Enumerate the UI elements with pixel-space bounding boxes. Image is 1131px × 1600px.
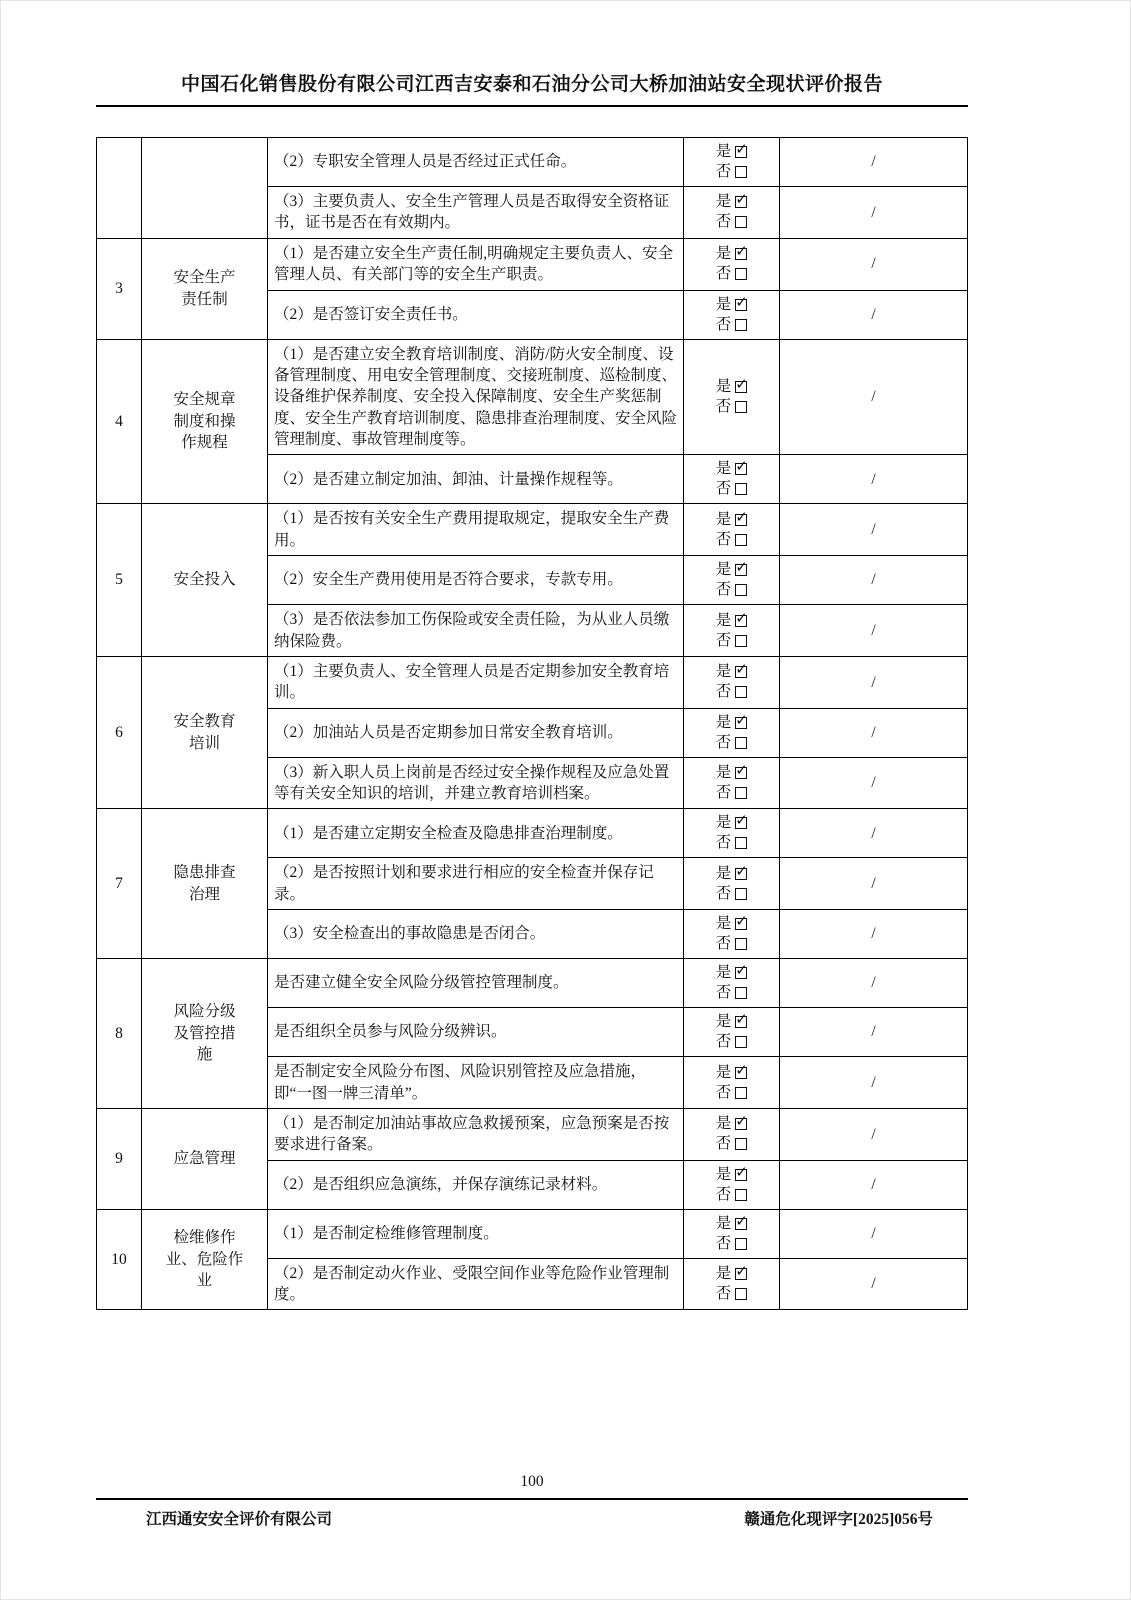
no-option — [690, 631, 773, 651]
yes-no-cell — [684, 809, 780, 858]
category-cell: 安全教育 培训 — [142, 656, 268, 809]
category-cell: 安全生产 责任制 — [142, 238, 268, 339]
no-checkbox[interactable] — [735, 1036, 747, 1048]
category-cell: 安全规章 制度和操 作规程 — [142, 339, 268, 504]
category-cell: 风险分级 及管控措 施 — [142, 959, 268, 1109]
check-item-cell: （1）是否制定检维修管理制度。 — [268, 1209, 684, 1258]
no-checkbox[interactable] — [735, 216, 747, 228]
yes-no-cell — [684, 858, 780, 910]
row-number-cell: 6 — [97, 656, 142, 809]
yes-no-cell — [684, 1008, 780, 1057]
no-checkbox[interactable] — [735, 787, 747, 799]
table-row — [97, 504, 968, 556]
row-number-cell: 8 — [97, 959, 142, 1109]
yes-label: 是 — [715, 663, 732, 681]
result-cell: / — [780, 1258, 968, 1310]
result-cell: / — [780, 1108, 968, 1160]
yes-label: 是 — [715, 460, 732, 478]
table-row — [97, 809, 968, 858]
no-checkbox[interactable] — [735, 401, 747, 413]
yes-label: 是 — [715, 1165, 732, 1183]
yes-label: 是 — [715, 1265, 732, 1283]
no-label: 否 — [715, 530, 732, 548]
no-label: 否 — [715, 631, 732, 649]
yes-checkbox[interactable] — [735, 666, 747, 678]
yes-option — [690, 1214, 773, 1234]
yes-label: 是 — [715, 510, 732, 528]
table-row — [97, 238, 968, 290]
check-item-cell: （2）是否按照计划和要求进行相应的安全检查并保存记录。 — [268, 858, 684, 910]
yes-no-cell — [684, 504, 780, 556]
yes-checkbox[interactable] — [735, 767, 747, 779]
category-cell: 应急管理 — [142, 1108, 268, 1209]
result-cell: / — [780, 959, 968, 1008]
no-option — [690, 783, 773, 803]
no-checkbox[interactable] — [735, 1288, 747, 1300]
no-checkbox[interactable] — [735, 534, 747, 546]
no-label: 否 — [715, 733, 732, 751]
yes-option — [690, 914, 773, 934]
no-label: 否 — [715, 1234, 732, 1252]
check-item-cell: （2）安全生产费用使用是否符合要求，专款专用。 — [268, 556, 684, 605]
yes-option — [690, 611, 773, 631]
result-cell: / — [780, 290, 968, 339]
category-cell: 隐患排查 治理 — [142, 809, 268, 959]
yes-checkbox[interactable] — [735, 299, 747, 311]
no-option — [690, 934, 773, 954]
no-checkbox[interactable] — [735, 1238, 747, 1250]
check-item-cell: （1）是否制定加油站事故应急救援预案，应急预案是否按要求进行备案。 — [268, 1108, 684, 1160]
yes-checkbox[interactable] — [735, 1067, 747, 1079]
table-row — [97, 339, 968, 455]
no-option — [690, 833, 773, 853]
no-option — [690, 1284, 773, 1304]
yes-label: 是 — [715, 295, 732, 313]
no-checkbox[interactable] — [735, 1189, 747, 1201]
result-cell: / — [780, 138, 968, 187]
no-label: 否 — [715, 1083, 732, 1101]
result-cell: / — [780, 656, 968, 708]
no-option — [690, 733, 773, 753]
page-number: 100 — [520, 1473, 544, 1490]
no-label: 否 — [715, 213, 732, 231]
yes-checkbox[interactable] — [735, 248, 747, 260]
no-label: 否 — [715, 1285, 732, 1303]
table-row — [97, 959, 968, 1008]
table-row — [97, 138, 968, 187]
result-cell: / — [780, 238, 968, 290]
no-checkbox[interactable] — [735, 319, 747, 331]
check-item-cell: （1）是否建立定期安全检查及隐患排查治理制度。 — [268, 809, 684, 858]
yes-no-cell — [684, 708, 780, 757]
yes-label: 是 — [715, 561, 732, 579]
check-item-cell: （1）主要负责人、安全管理人员是否定期参加安全教育培训。 — [268, 656, 684, 708]
no-option — [690, 212, 773, 232]
row-number-cell: 10 — [97, 1209, 142, 1310]
no-checkbox[interactable] — [735, 584, 747, 596]
yes-no-cell — [684, 959, 780, 1008]
row-number-cell: 7 — [97, 809, 142, 959]
yes-label: 是 — [715, 915, 732, 933]
footer-company: 江西通安安全评价有限公司 — [146, 1511, 333, 1528]
no-option — [690, 530, 773, 550]
result-cell: / — [780, 556, 968, 605]
check-item-cell: （2）是否建立制定加油、卸油、计量操作规程等。 — [268, 455, 684, 504]
no-label: 否 — [715, 315, 732, 333]
check-item-cell: （1）是否建立安全生产责任制,明确规定主要负责人、安全管理人员、有关部门等的安全生产职责。 — [268, 238, 684, 290]
no-checkbox[interactable] — [735, 483, 747, 495]
no-option — [690, 479, 773, 499]
footer-doc-number: 赣通危化现评字[2025]056号 — [744, 1511, 933, 1528]
yes-option — [690, 1012, 773, 1032]
yes-checkbox[interactable] — [735, 463, 747, 475]
yes-checkbox[interactable] — [735, 381, 747, 393]
row-number-cell: 4 — [97, 339, 142, 504]
no-checkbox[interactable] — [735, 1138, 747, 1150]
yes-option — [690, 763, 773, 783]
check-item-cell: （2）是否制定动火作业、受限空间作业等危险作业管理制度。 — [268, 1258, 684, 1310]
yes-label: 是 — [715, 1115, 732, 1133]
result-cell: / — [780, 1008, 968, 1057]
result-cell: / — [780, 708, 968, 757]
row-number-cell — [97, 138, 142, 239]
yes-option — [690, 510, 773, 530]
yes-checkbox[interactable] — [735, 1118, 747, 1130]
yes-checkbox[interactable] — [735, 918, 747, 930]
yes-label: 是 — [715, 964, 732, 982]
table-row — [97, 1108, 968, 1160]
yes-label: 是 — [715, 143, 732, 161]
no-checkbox[interactable] — [735, 837, 747, 849]
check-item-cell: （3）新入职人员上岗前是否经过安全操作规程及应急处置等有关安全知识的培训，并建立教育培训档案。 — [268, 757, 684, 809]
report-title: 中国石化销售股份有限公司江西吉安泰和石油分公司大桥加油站安全现状评价报告 — [96, 69, 968, 107]
yes-checkbox[interactable] — [735, 615, 747, 627]
check-item-cell: 是否制定安全风险分布图、风险识别管控及应急措施，即“一图一牌三清单”。 — [268, 1057, 684, 1109]
yes-no-cell — [684, 605, 780, 657]
check-item-cell: （3）主要负责人、安全生产管理人员是否取得安全资格证书，证书是否在有效期内。 — [268, 187, 684, 239]
yes-label: 是 — [715, 245, 732, 263]
row-number-cell: 3 — [97, 238, 142, 339]
yes-checkbox[interactable] — [735, 717, 747, 729]
yes-checkbox[interactable] — [735, 817, 747, 829]
yes-option — [690, 560, 773, 580]
row-number-cell: 5 — [97, 504, 142, 657]
result-cell: / — [780, 187, 968, 239]
yes-option — [690, 713, 773, 733]
yes-label: 是 — [715, 1214, 732, 1232]
yes-no-cell — [684, 1108, 780, 1160]
yes-checkbox[interactable] — [735, 564, 747, 576]
no-label: 否 — [715, 834, 732, 852]
no-checkbox[interactable] — [735, 737, 747, 749]
yes-option — [690, 244, 773, 264]
no-option — [690, 1083, 773, 1103]
no-option — [690, 162, 773, 182]
result-cell: / — [780, 757, 968, 809]
check-item-cell: （3）是否依法参加工伤保险或安全责任险，为从业人员缴纳保险费。 — [268, 605, 684, 657]
yes-option — [690, 295, 773, 315]
yes-checkbox[interactable] — [735, 514, 747, 526]
page-footer — [96, 1473, 968, 1529]
no-checkbox[interactable] — [735, 686, 747, 698]
yes-no-cell — [684, 1160, 780, 1209]
no-checkbox[interactable] — [735, 987, 747, 999]
yes-option — [690, 662, 773, 682]
safety-checklist-table — [96, 137, 968, 1310]
result-cell: / — [780, 455, 968, 504]
category-cell: 安全投入 — [142, 504, 268, 657]
yes-option — [690, 192, 773, 212]
no-label: 否 — [715, 884, 732, 902]
yes-option — [690, 142, 773, 162]
no-checkbox[interactable] — [735, 1087, 747, 1099]
no-option — [690, 1032, 773, 1052]
no-option — [690, 1185, 773, 1205]
result-cell: / — [780, 1209, 968, 1258]
yes-label: 是 — [715, 814, 732, 832]
no-label: 否 — [715, 1185, 732, 1203]
yes-checkbox[interactable] — [735, 967, 747, 979]
yes-no-cell — [684, 556, 780, 605]
no-option — [690, 983, 773, 1003]
yes-option — [690, 813, 773, 833]
no-label: 否 — [715, 163, 732, 181]
result-cell: / — [780, 858, 968, 910]
no-option — [690, 1234, 773, 1254]
check-item-cell: （2）加油站人员是否定期参加日常安全教育培训。 — [268, 708, 684, 757]
yes-no-cell — [684, 1209, 780, 1258]
footer-divider — [96, 1498, 968, 1500]
check-item-cell: （3）安全检查出的事故隐患是否闭合。 — [268, 910, 684, 959]
result-cell: / — [780, 504, 968, 556]
table-row — [97, 656, 968, 708]
yes-label: 是 — [715, 378, 732, 396]
yes-checkbox[interactable] — [735, 1016, 747, 1028]
yes-no-cell — [684, 1258, 780, 1310]
yes-label: 是 — [715, 611, 732, 629]
yes-checkbox[interactable] — [735, 146, 747, 158]
no-checkbox[interactable] — [735, 888, 747, 900]
no-label: 否 — [715, 480, 732, 498]
yes-no-cell — [684, 757, 780, 809]
category-cell: 检维修作 业、危险作 业 — [142, 1209, 268, 1310]
yes-label: 是 — [715, 713, 732, 731]
yes-option — [690, 459, 773, 479]
no-label: 否 — [715, 265, 732, 283]
yes-label: 是 — [715, 864, 732, 882]
no-label: 否 — [715, 581, 732, 599]
yes-label: 是 — [715, 1013, 732, 1031]
yes-no-cell — [684, 238, 780, 290]
yes-checkbox[interactable] — [735, 196, 747, 208]
no-checkbox[interactable] — [735, 938, 747, 950]
yes-label: 是 — [715, 1063, 732, 1081]
yes-option — [690, 1264, 773, 1284]
table-row — [97, 1209, 968, 1258]
result-cell: / — [780, 1160, 968, 1209]
checklist-body — [97, 138, 968, 1310]
yes-label: 是 — [715, 764, 732, 782]
yes-no-cell — [684, 187, 780, 239]
no-option — [690, 264, 773, 284]
no-label: 否 — [715, 784, 732, 802]
yes-checkbox[interactable] — [735, 1268, 747, 1280]
no-option — [690, 580, 773, 600]
no-label: 否 — [715, 683, 732, 701]
no-label: 否 — [715, 398, 732, 416]
no-option — [690, 1134, 773, 1154]
yes-option — [690, 1063, 773, 1083]
no-option — [690, 884, 773, 904]
no-label: 否 — [715, 1135, 732, 1153]
yes-no-cell — [684, 910, 780, 959]
yes-checkbox[interactable] — [735, 868, 747, 880]
yes-no-cell — [684, 138, 780, 187]
check-item-cell: 是否组织全员参与风险分级辨识。 — [268, 1008, 684, 1057]
no-checkbox[interactable] — [735, 166, 747, 178]
category-cell — [142, 138, 268, 239]
no-option — [690, 682, 773, 702]
row-number-cell: 9 — [97, 1108, 142, 1209]
result-cell: / — [780, 809, 968, 858]
check-item-cell: （1）是否按有关安全生产费用提取规定，提取安全生产费用。 — [268, 504, 684, 556]
check-item-cell: （2）是否组织应急演练，并保存演练记录材料。 — [268, 1160, 684, 1209]
check-item-cell: （1）是否建立安全教育培训制度、消防/防火安全制度、设备管理制度、用电安全管理制度、交接班制度、巡检制度、设备维护保养制度、安全投入保障制度、安全生产奖惩制度、安全生产教育培训制度、隐患排查治理制度、安全风险管理制度、事故管理制度等。 — [268, 339, 684, 455]
result-cell: / — [780, 339, 968, 455]
no-label: 否 — [715, 935, 732, 953]
check-item-cell: 是否建立健全安全风险分级管控管理制度。 — [268, 959, 684, 1008]
result-cell: / — [780, 910, 968, 959]
check-item-cell: （2）专职安全管理人员是否经过正式任命。 — [268, 138, 684, 187]
yes-no-cell — [684, 455, 780, 504]
yes-label: 是 — [715, 193, 732, 211]
no-option — [690, 397, 773, 417]
yes-option — [690, 1165, 773, 1185]
yes-checkbox[interactable] — [735, 1218, 747, 1230]
no-label: 否 — [715, 1033, 732, 1051]
yes-checkbox[interactable] — [735, 1169, 747, 1181]
yes-no-cell — [684, 1057, 780, 1109]
yes-option — [690, 1114, 773, 1134]
result-cell: / — [780, 605, 968, 657]
yes-no-cell — [684, 339, 780, 455]
no-checkbox[interactable] — [735, 268, 747, 280]
yes-option — [690, 864, 773, 884]
no-option — [690, 315, 773, 335]
yes-option — [690, 963, 773, 983]
check-item-cell: （2）是否签订安全责任书。 — [268, 290, 684, 339]
yes-option — [690, 377, 773, 397]
result-cell: / — [780, 1057, 968, 1109]
yes-no-cell — [684, 290, 780, 339]
no-label: 否 — [715, 984, 732, 1002]
yes-no-cell — [684, 656, 780, 708]
no-checkbox[interactable] — [735, 635, 747, 647]
page-content — [96, 69, 968, 1310]
